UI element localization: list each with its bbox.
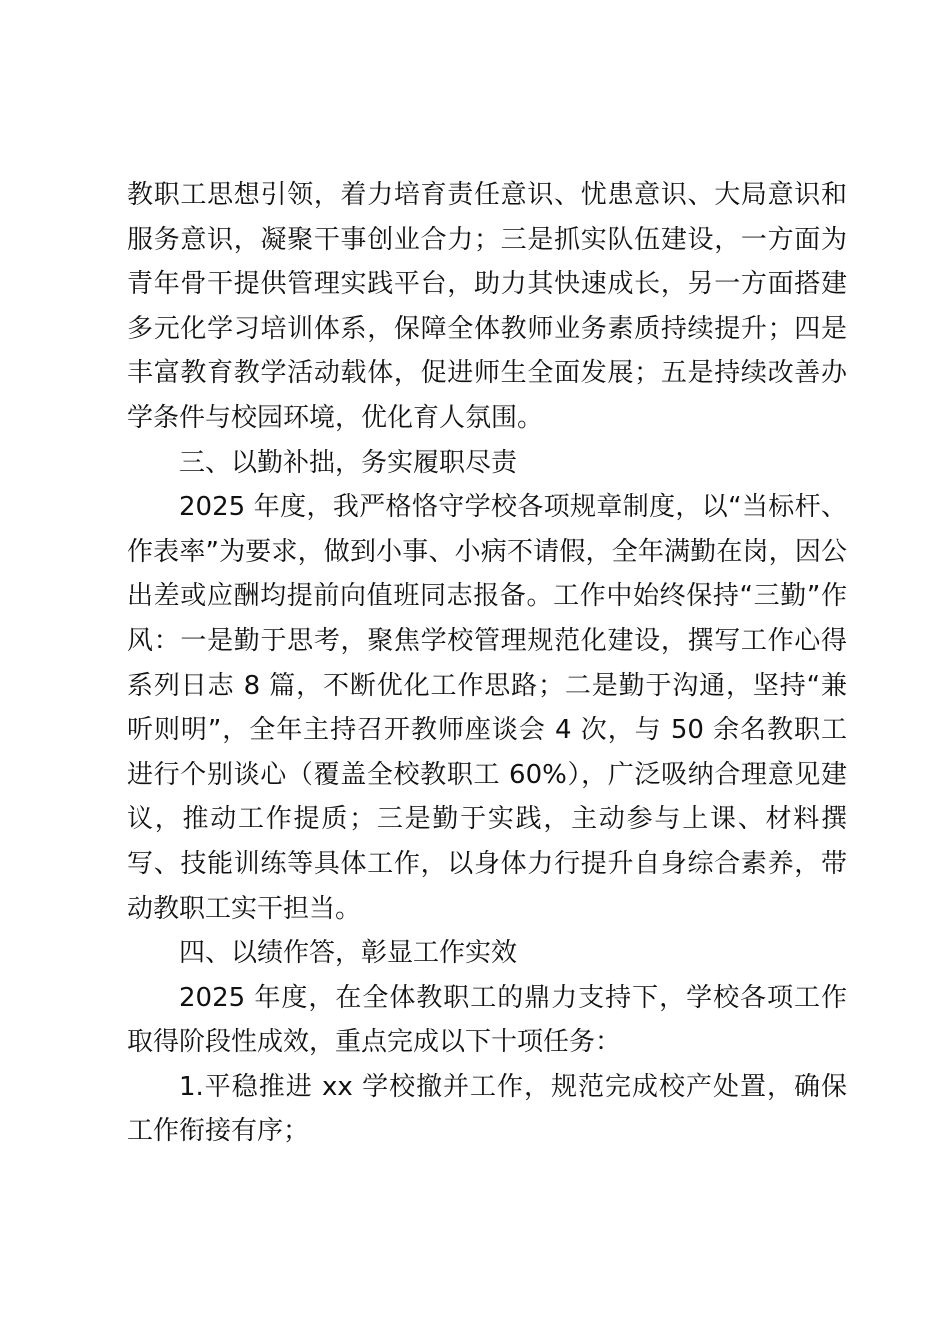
section-heading-3: 三、以勤补拙，务实履职尽责 [179, 447, 518, 478]
document-body [127, 173, 847, 1154]
paragraph-continued: 教职工思想引领，着力培育责任意识、忧患意识、大局意识和服务意识，凝聚干事创业合力；三是抓实队伍建设，一方面为青年骨干提供管理实践平台，助力其快速成长，另一方面搭建多元化学习培训体系，保障全体教师业务素质持续提升；四是丰富教育教学活动载体，促进师生全面发展；五是持续改善办学条件与校园环境，优化育人氛围。 [127, 180, 847, 433]
list-item-1: 1.平稳推进 xx 学校撤并工作，规范完成校产处置，确保工作衔接有序； [127, 1071, 847, 1147]
paragraph-attendance: 2025 年度，我严格恪守学校各项规章制度，以“当标杆、作表率”为要求，做到小事、小病不请假，全年满勤在岗，因公出差或应酬均提前向值班同志报备。工作中始终保持“三勤”作风：一是勤于思考，聚焦学校管理规范化建设，撰写工作心得系列日志 8 篇，不断优化工作思路；二是勤于沟通，坚持“兼听则明”，全年主持召开教师座谈会 4 次，与 50 余名教职工进行个别谈心（覆盖全校教职工 60%），广泛吸纳合理意见建议，推动工作提质；三是勤于实践，主动参与上课、材料撰写、技能训练等具体工作，以身体力行提升自身综合素养，带动教职工实干担当。 [127, 492, 847, 924]
paragraph-achievements: 2025 年度，在全体教职工的鼎力支持下，学校各项工作取得阶段性成效，重点完成以下十项任务： [127, 982, 847, 1058]
section-heading-4: 四、以绩作答，彰显工作实效 [179, 938, 518, 969]
